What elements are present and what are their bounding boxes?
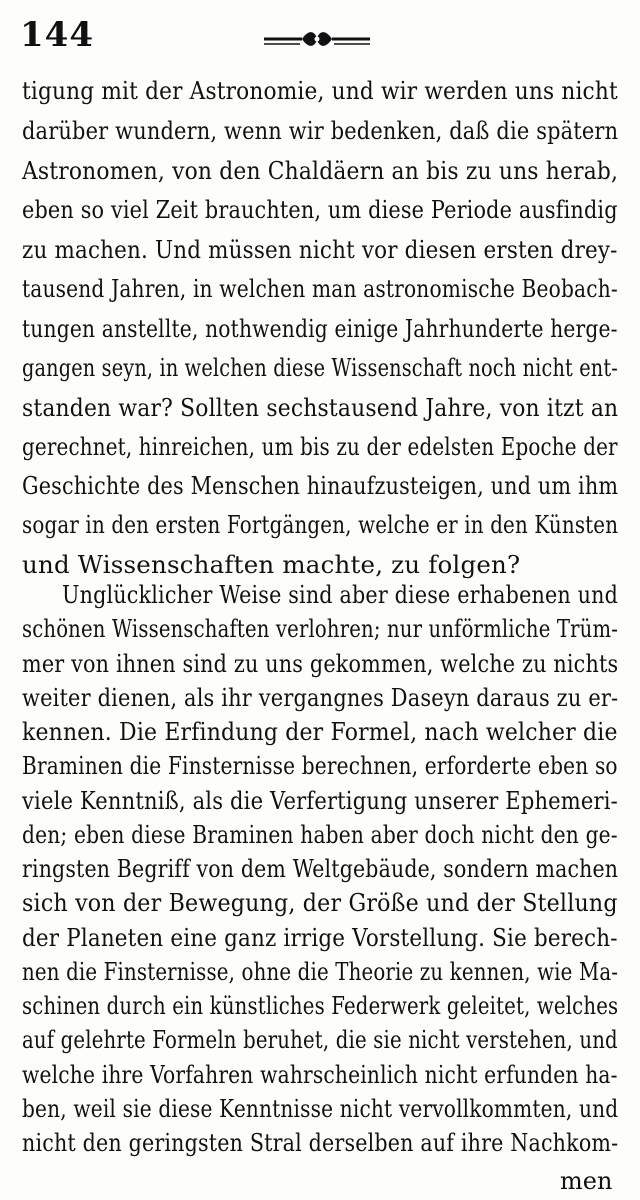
text-line: standen war? Sollten sechstausend Jahre, von itzt an [22, 394, 619, 422]
text-line: zu machen. Und müssen nicht vor diesen ersten drey- [22, 236, 618, 264]
text-line: eben so viel Zeit brauchten, um diese Periode ausfindig [22, 196, 618, 224]
text-line: ringsten Begriff von dem Weltgebäude, sondern machen [22, 855, 619, 883]
ornament-vignette-icon [262, 28, 372, 50]
text-line: gangen seyn, in welchen diese Wissenschaft noch nicht ent- [22, 354, 618, 382]
text-line: schinen durch ein künstliches Federwerk geleitet, welches [22, 992, 619, 1020]
text-line: den; eben diese Braminen haben aber doch nicht den ge- [22, 821, 618, 849]
text-line: mer von ihnen sind zu uns gekommen, welche zu nichts [22, 650, 619, 678]
text-line: sich von der Bewegung, der Größe und der Stellung [22, 889, 618, 917]
text-line: Unglücklicher Weise sind aber diese erhabenen und [62, 581, 619, 609]
text-line: Astronomen, von den Chaldäern an bis zu uns herab, [22, 157, 619, 185]
text-line: der Planeten eine ganz irrige Vorstellung. Sie berech- [22, 924, 618, 952]
catchword: men [560, 1167, 613, 1195]
text-line: Geschichte des Menschen hinaufzusteigen, und um ihm [22, 472, 619, 500]
text-line: auf gelehrte Formeln beruhet, die sie nicht verstehen, und [22, 1026, 618, 1054]
text-line: kennen. Die Erfindung der Formel, nach welcher die [22, 718, 618, 746]
text-line: und Wissenschaften machte, zu folgen? [22, 551, 521, 579]
text-line: tausend Jahren, in welchen man astronomische Beobach- [22, 275, 618, 303]
text-line: nicht den geringsten Stral derselben auf ihre Nachkom- [22, 1129, 619, 1157]
text-line: tigung mit der Astronomie, und wir werden uns nicht [22, 77, 618, 105]
text-line: schönen Wissenschaften verlohren; nur unförmliche Trüm- [22, 615, 619, 643]
text-line: nen die Finsternisse, ohne die Theorie zu kennen, wie Ma- [22, 958, 619, 986]
text-line: ben, weil sie diese Kenntnisse nicht vervollkommten, und [22, 1095, 619, 1123]
text-line: sogar in den ersten Fortgängen, welche er in den Künsten [22, 511, 619, 539]
text-line: weiter dienen, als ihr vergangnes Daseyn daraus zu er- [22, 684, 619, 712]
text-line: gerechnet, hinreichen, um bis zu der edelsten Epoche der [22, 433, 618, 461]
text-line: Braminen die Finsternisse berechnen, erforderte eben so [22, 752, 618, 780]
text-line: tungen anstellte, nothwendig einige Jahrhunderte herge- [22, 315, 618, 343]
text-line: darüber wundern, wenn wir bedenken, daß die spätern [22, 117, 619, 145]
text-line: viele Kenntniß, als die Verfertigung unserer Ephemeri- [22, 787, 618, 815]
text-line: welche ihre Vorfahren wahrscheinlich nicht erfunden ha- [22, 1061, 618, 1089]
page-number: 144 [20, 15, 94, 55]
